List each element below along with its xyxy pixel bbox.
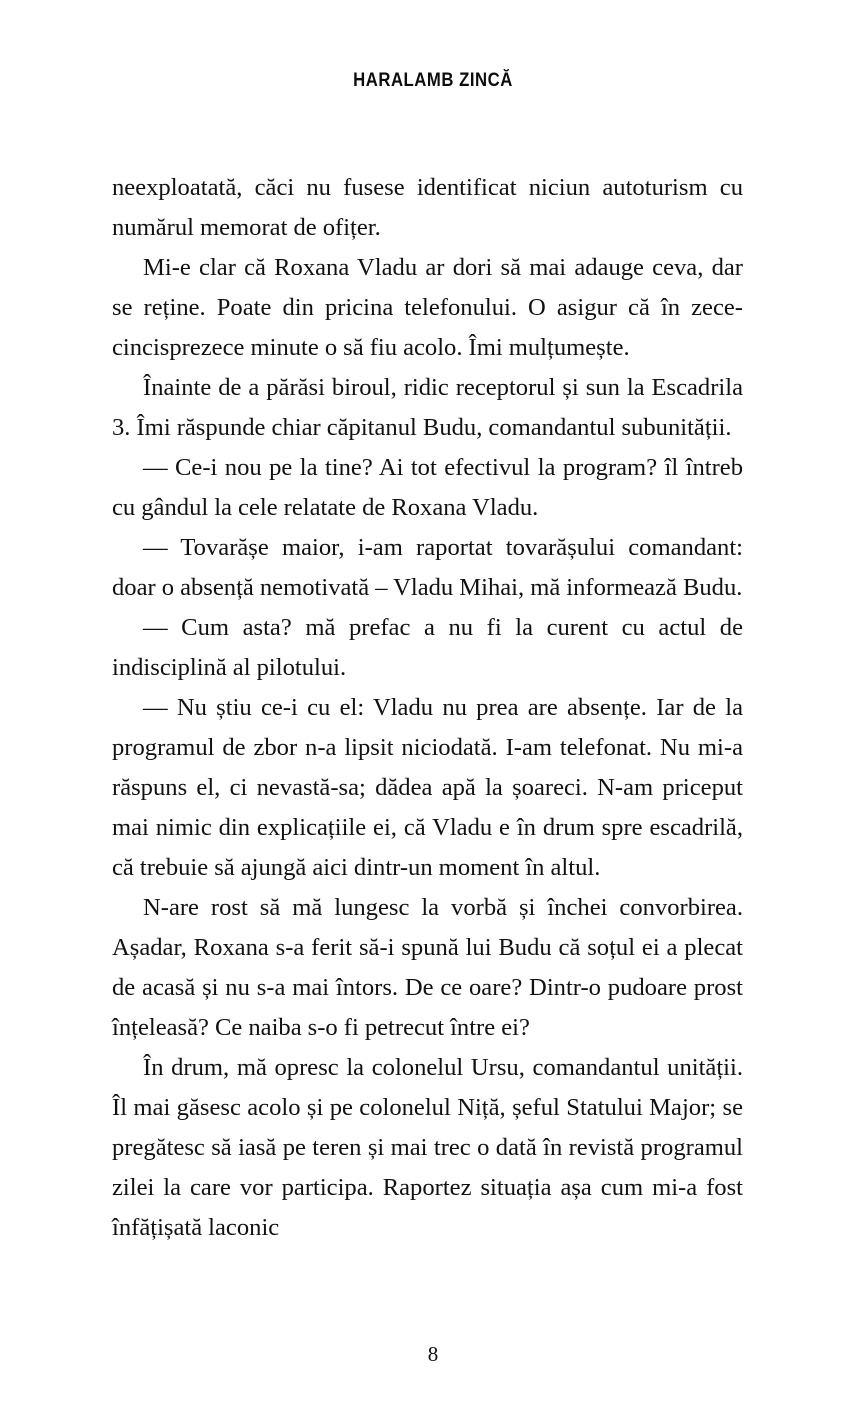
paragraph-dialogue: — Tovarășe maior, i-am raportat tovarășului comandant: doar o absență nemotivată – Vladu Mihai, mă informează Budu. (112, 534, 743, 601)
paragraph: N-are rost să mă lungesc la vorbă și închei convorbirea. Așadar, Roxana s-a ferit să-i spună lui Budu că soțul ei a plecat de acasă și nu s-a mai întors. De ce oare? Dintr-o pudoare prost înțeleasă? Ce naiba s-o fi petrecut între ei? (112, 894, 743, 1041)
body-text-block (112, 168, 743, 1248)
paragraph: neexploatată, căci nu fusese identificat niciun autoturism cu numărul memorat de ofițer. (112, 174, 743, 241)
paragraph: În drum, mă opresc la colonelul Ursu, comandantul unității. Îl mai găsesc acolo și pe colonelul Niță, șeful Statului Major; se pregătesc să iasă pe teren și mai trec o dată în revistă programul zilei la care vor participa. Raportez situația așa cum mi-a fost înfățișată laconic (112, 1054, 743, 1241)
paragraph: Înainte de a părăsi biroul, ridic receptorul și sun la Escadrila 3. Îmi răspunde chiar căpitanul Budu, comandantul subunității. (112, 374, 743, 441)
paragraph-dialogue: — Cum asta? mă prefac a nu fi la curent cu actul de indisciplină al pilotului. (112, 614, 743, 681)
paragraph-dialogue: — Nu știu ce-i cu el: Vladu nu prea are absențe. Iar de la programul de zbor n-a lipsit niciodată. I-am telefonat. Nu mi-a răspuns el, ci nevastă-sa; dădea apă la șoareci. N-am priceput mai nimic din explicațiile ei, că Vladu e în drum spre escadrilă, că trebuie să ajungă aici dintr-un moment în altul. (112, 694, 743, 881)
page-number: 8 (427, 1342, 439, 1366)
paragraph-dialogue: — Ce-i nou pe la tine? Ai tot efectivul la program? îl întreb cu gândul la cele relatate de Roxana Vladu. (112, 454, 743, 521)
paragraph: Mi-e clar că Roxana Vladu ar dori să mai adauge ceva, dar se reține. Poate din pricina telefonului. O asigur că în zece-cincisprezece minute o să fiu acolo. Îmi mulțumește. (112, 254, 743, 361)
running-head: HARALAMB ZINCĂ (353, 70, 513, 91)
